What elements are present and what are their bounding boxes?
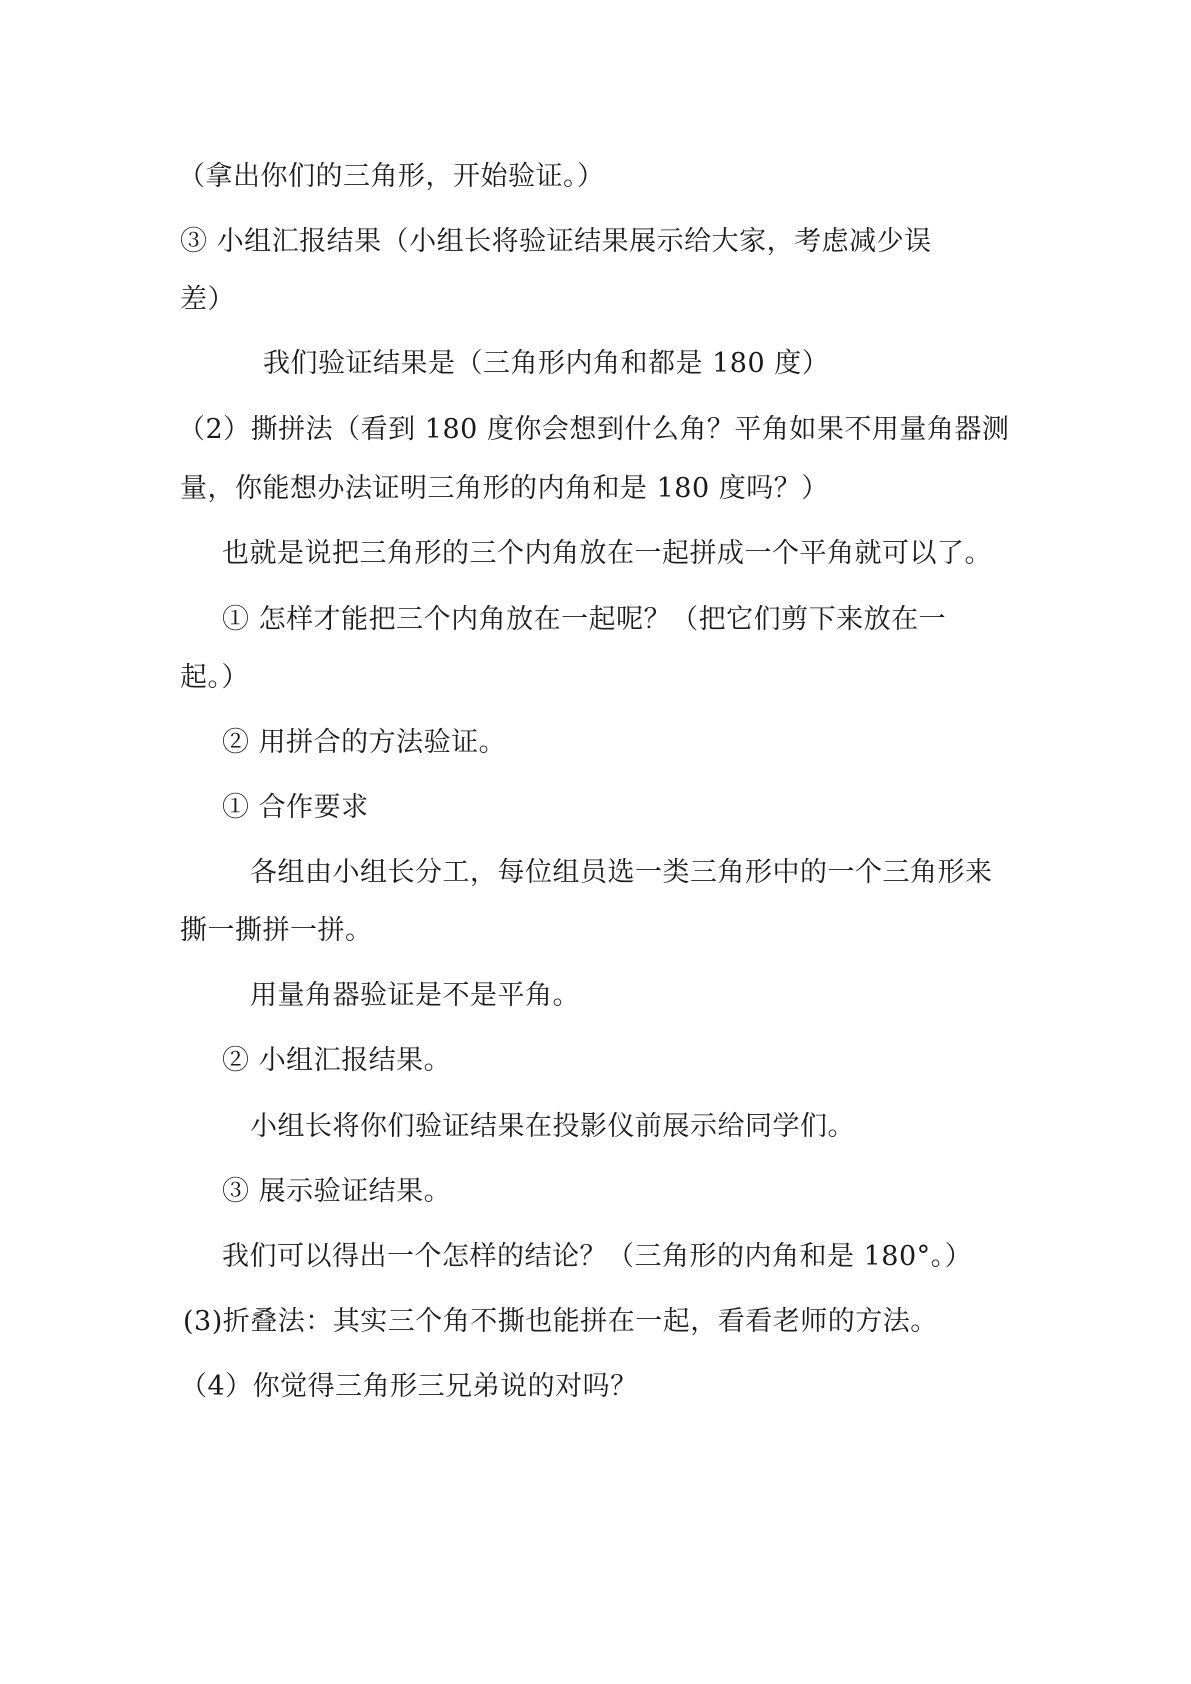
text-line: ① 合作要求: [222, 792, 369, 823]
text-line: （拿出你们的三角形，开始验证。）: [178, 161, 605, 192]
text-line: 也就是说把三角形的三个内角放在一起拼成一个平角就可以了。: [222, 538, 992, 569]
text-line: 用量角器验证是不是平角。: [250, 980, 580, 1011]
text-line: 各组由小组长分工，每位组员选一类三角形中的一个三角形来: [250, 857, 993, 888]
text-line: 起。）: [180, 662, 249, 693]
text-line: 差）: [180, 284, 235, 315]
text-line: 我们验证结果是（三角形内角和都是 180 度）: [263, 348, 830, 379]
text-line: 撕一撕拼一拼。: [180, 915, 373, 946]
text-line: （4）你觉得三角形三兄弟说的对吗？: [180, 1371, 638, 1402]
text-line: ① 怎样才能把三个内角放在一起呢？（把它们剪下来放在一: [222, 604, 947, 635]
text-line: （2）撕拼法（看到 180 度你会想到什么角？平角如果不用量角器测: [178, 414, 1010, 445]
text-line: ③ 展示验证结果。: [222, 1176, 452, 1207]
text-line: (3)折叠法：其实三个角不撕也能拼在一起，看看老师的方法。: [183, 1306, 938, 1337]
text-line: 量，你能想办法证明三角形的内角和是 180 度吗？）: [180, 473, 829, 504]
text-line: ③ 小组汇报结果（小组长将验证结果展示给大家，考虑减少误: [180, 226, 932, 257]
text-line: ② 小组汇报结果。: [222, 1045, 452, 1076]
text-line: ② 用拼合的方法验证。: [222, 727, 507, 758]
text-line: 我们可以得出一个怎样的结论？（三角形的内角和是 180°。）: [222, 1241, 973, 1272]
text-line: 小组长将你们验证结果在投影仪前展示给同学们。: [250, 1111, 855, 1142]
